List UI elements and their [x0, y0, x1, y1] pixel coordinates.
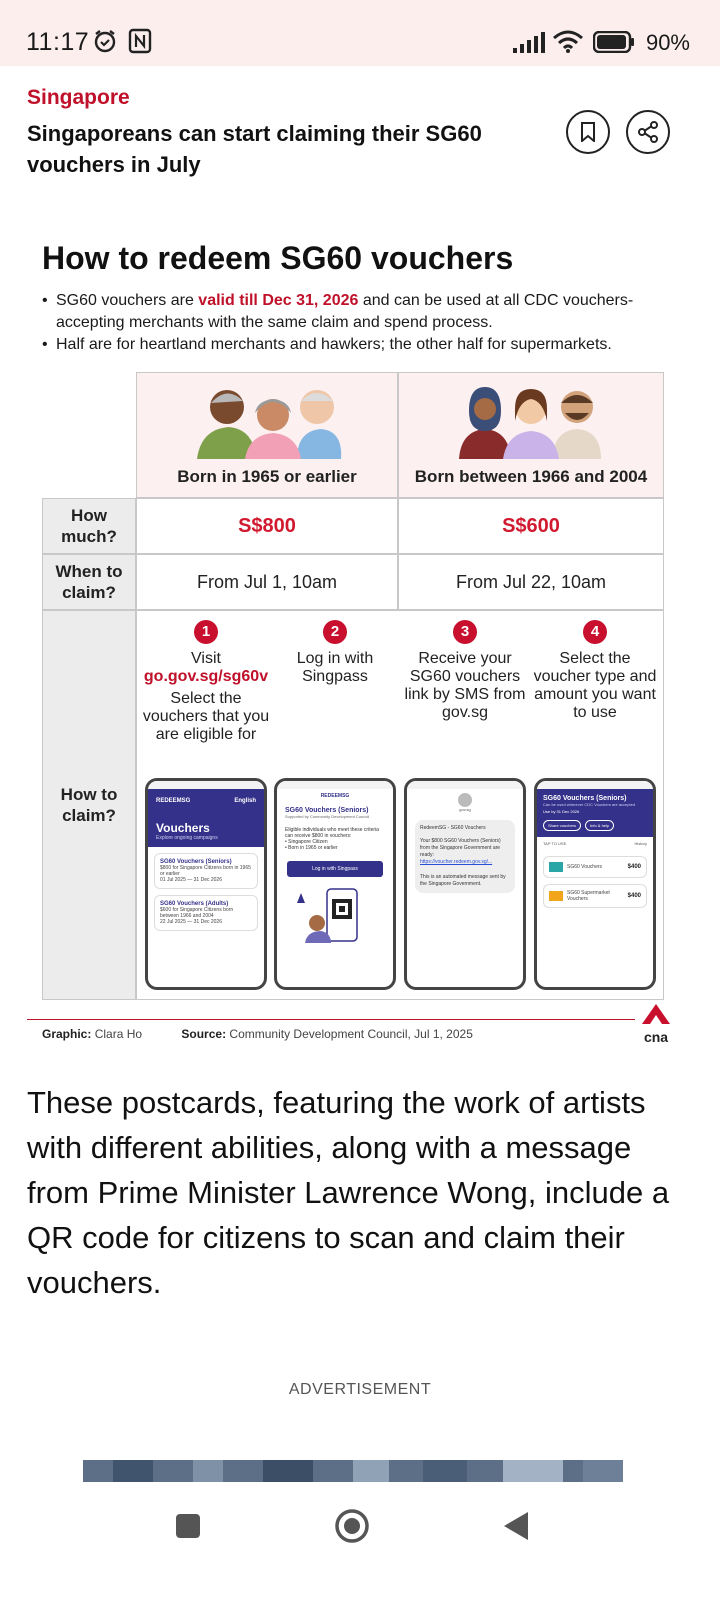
bullet-split: • Half are for heartland merchants and hawkers; the other half for supermarkets.	[42, 334, 682, 356]
infographic-bullets	[42, 290, 682, 356]
article-paragraph: These postcards, featuring the work of artists with different abilities, along with a message from Prime Minister Lawrence Wong, include a QR code for citizens to scan and claim their vouchers.	[27, 1085, 670, 1300]
p2-eligible: Eligible individuals who meet these criteria can receive $800 in vouchers:	[285, 827, 379, 839]
system-navigation-bar	[0, 1488, 720, 1600]
when-seniors: From Jul 1, 10am	[136, 554, 398, 610]
headline: Singaporeans can start claiming their SG60 vouchers in July	[27, 121, 482, 177]
step-1-link: go.gov.sg/sg60v	[143, 668, 269, 685]
step-3-number: 3	[453, 620, 477, 644]
bookmark-icon	[579, 122, 597, 142]
step-1	[140, 620, 272, 744]
row-label-when: When to claim?	[42, 554, 136, 610]
p2-crit1: Singapore Citizen	[288, 839, 328, 845]
section-label[interactable]: Singapore	[27, 86, 130, 109]
wifi-icon	[552, 30, 584, 59]
graphic-credit: Graphic: Clara Ho Source: Community Development Council, Jul 1, 2025	[42, 1027, 473, 1041]
bullet-validity: • SG60 vouchers are valid till Dec 31, 2026 and can be used at all CDC vouchers-accepting merchants with the same claim and spend process.	[42, 290, 682, 334]
step-4-text: Select the voucher type and amount you want to use	[533, 650, 657, 721]
credits-divider	[27, 1019, 635, 1020]
step-2-number: 2	[323, 620, 347, 644]
p1-subtitle: Explore ongoing campaigns	[156, 835, 218, 841]
status-time: 11:17	[26, 28, 90, 56]
alarm-icon	[92, 28, 118, 59]
when-adults: From Jul 22, 10am	[398, 554, 664, 610]
p4-tap: TAP TO USE	[543, 841, 567, 846]
bookmark-button[interactable]	[566, 110, 610, 154]
step-3-text: Receive your SG60 vouchers link by SMS from gov.sg	[404, 650, 526, 721]
p3-avatar	[458, 793, 472, 807]
p2-login-button: Log in with Singpass	[287, 861, 383, 877]
phone-mockup-1	[145, 778, 267, 990]
home-button[interactable]	[334, 1508, 370, 1549]
step-1-text: Select the vouchers that you are eligible for	[142, 690, 270, 743]
seniors-illustration	[193, 377, 343, 459]
col1-header-text: Born in 1965 or earlier	[177, 467, 357, 486]
step-1-number: 1	[194, 620, 218, 644]
advertisement-image[interactable]	[83, 1460, 623, 1482]
infographic-title: How to redeem SG60 vouchers	[42, 240, 514, 276]
p4-history: History	[634, 841, 647, 846]
p4-v1-name: SG60 Vouchers	[567, 864, 603, 870]
p2-qr-illustration	[277, 883, 393, 943]
p3-msg-title: RedeemSG - SG60 Vouchers	[420, 825, 486, 831]
amount-adults: S$600	[398, 498, 664, 554]
p2-supported: Supported by Community Development Council	[285, 814, 370, 819]
phone-mockup-4	[534, 778, 656, 990]
share-icon	[637, 121, 659, 143]
p4-voucher-1	[543, 856, 647, 878]
p1-card2-title: SG60 Vouchers (Adults)	[160, 901, 229, 907]
row-label-how: How to claim?	[42, 610, 136, 1000]
back-triangle-icon	[502, 1510, 530, 1542]
p3-msg-foot: This is an automated message sent by the Singapore Government.	[420, 874, 506, 887]
signal-icon	[512, 32, 546, 59]
nfc-icon	[128, 28, 152, 59]
col2-header-text: Born between 1966 and 2004	[414, 467, 648, 486]
p4-title: SG60 Vouchers (Seniors)	[543, 795, 627, 802]
p4-help: Info & help	[585, 820, 614, 831]
amount-seniors: S$800	[136, 498, 398, 554]
p3-sender: gov.sg	[459, 807, 471, 812]
step-3	[399, 620, 531, 722]
p3-msg-body: Your $800 SG60 Vouchers (Seniors) from the Singapore Government are ready:	[420, 838, 501, 858]
p1-card1-text: $800 for Singapore Citizens born in 1965 or earlier	[160, 865, 251, 877]
p1-card2-text: $600 for Singapore Citizens born between 1966 and 2004	[160, 907, 234, 919]
col-header-adults	[398, 372, 664, 498]
p1-title: Vouchers	[156, 821, 210, 835]
p4-share: Share vouchers	[543, 820, 581, 831]
p4-voucher-2	[543, 884, 647, 908]
row-label-how-much: How much?	[42, 498, 136, 554]
step-2	[269, 620, 401, 686]
phone-mockup-2: REDEEMSG SG60 Vouchers (Seniors) Supported by Community Development Council Eligible individuals who meet these criteria can receive $800 in vouchers: • Singapore Citizen • Born in 1965 or earlier Log in with Singpass	[274, 778, 396, 990]
p1-card2-date: 22 Jul 2025 — 31 Dec 2026	[160, 919, 222, 925]
p1-brand: REDEEMSG	[156, 798, 191, 804]
p3-msg-link: https://voucher.redeem.gov.sg/...	[420, 859, 493, 865]
p4-sub: Can be used wherever CDC Vouchers are accepted	[543, 802, 636, 807]
step-1-pre: Visit	[191, 650, 221, 667]
cna-logo: cna	[638, 1002, 674, 1042]
p3-sms-bubble	[415, 820, 515, 893]
status-bar	[0, 0, 720, 66]
share-button[interactable]	[626, 110, 670, 154]
p4-v2-name: SG60 Supermarket Vouchers	[567, 890, 610, 902]
p1-card1-date: 01 Jul 2025 — 31 Dec 2026	[160, 877, 222, 883]
advertisement-label: ADVERTISEMENT	[288, 1381, 432, 1398]
p1-lang: English	[234, 798, 256, 804]
back-button[interactable]	[502, 1510, 530, 1547]
battery-percent: 90%	[645, 30, 690, 55]
col-header-seniors	[136, 372, 398, 498]
phone-mockup-3	[404, 778, 526, 990]
p4-v2-amount: $400	[627, 893, 641, 899]
p2-brand: REDEEMSG	[320, 793, 350, 799]
step-4-number: 4	[583, 620, 607, 644]
adults-illustration	[455, 377, 605, 459]
p1-card1-title: SG60 Vouchers (Seniors)	[160, 859, 232, 865]
recents-button[interactable]	[174, 1512, 202, 1545]
step-4	[529, 620, 661, 722]
p4-v1-amount: $400	[627, 864, 641, 870]
home-circle-icon	[334, 1508, 370, 1544]
step-2-text: Log in with Singpass	[296, 650, 374, 685]
p2-title: SG60 Vouchers (Seniors)	[285, 807, 369, 814]
battery-icon	[593, 31, 635, 58]
p2-crit2: Born in 1965 or earlier	[288, 845, 338, 851]
p4-use-by: Use by 31 Dec 2026	[543, 809, 580, 814]
square-icon	[174, 1512, 202, 1540]
